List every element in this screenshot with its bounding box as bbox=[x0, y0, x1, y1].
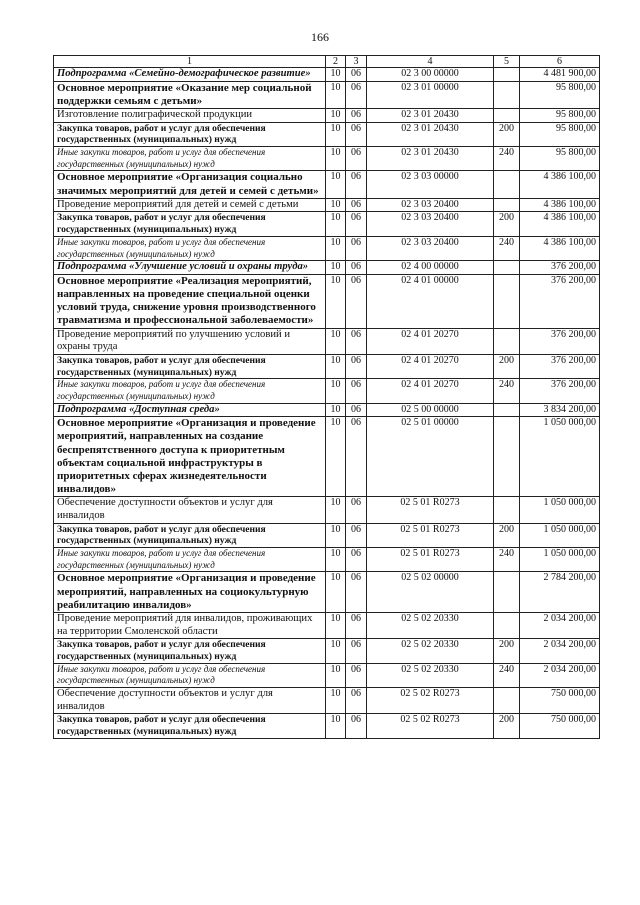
row-target-article-cell: 02 5 02 20330 bbox=[367, 613, 494, 639]
row-amount-cell: 1 050 000,00 bbox=[520, 497, 600, 523]
row-section-cell: 10 bbox=[326, 497, 346, 523]
row-section-cell: 10 bbox=[326, 379, 346, 403]
row-subsection-cell: 06 bbox=[346, 68, 367, 82]
row-amount-cell: 1 050 000,00 bbox=[520, 548, 600, 572]
table-row bbox=[54, 497, 600, 523]
row-amount-cell: 2 034 200,00 bbox=[520, 639, 600, 663]
row-amount-cell: 376 200,00 bbox=[520, 328, 600, 354]
row-subsection-cell: 06 bbox=[346, 663, 367, 687]
row-section-cell: 10 bbox=[326, 639, 346, 663]
row-subsection-cell: 06 bbox=[346, 379, 367, 403]
table-row bbox=[54, 212, 600, 236]
column-header-target-article: 4 bbox=[367, 56, 494, 68]
row-expense-type-cell bbox=[494, 403, 520, 417]
row-expense-type-cell: 200 bbox=[494, 354, 520, 378]
table-body bbox=[54, 68, 600, 739]
row-expense-type-cell: 240 bbox=[494, 663, 520, 687]
row-name-cell: Проведение мероприятий для детей и семей с детьми bbox=[54, 198, 326, 212]
row-expense-type-cell bbox=[494, 417, 520, 497]
row-target-article-cell: 02 3 01 20430 bbox=[367, 122, 494, 146]
row-name-cell: Закупка товаров, работ и услуг для обеспечения государственных (муниципальных) нужд bbox=[54, 212, 326, 236]
row-subsection-cell: 06 bbox=[346, 122, 367, 146]
row-target-article-cell: 02 3 03 20400 bbox=[367, 198, 494, 212]
row-subsection-cell: 06 bbox=[346, 497, 367, 523]
row-expense-type-cell: 200 bbox=[494, 212, 520, 236]
row-amount-cell: 376 200,00 bbox=[520, 274, 600, 328]
table-header-row bbox=[54, 56, 600, 68]
row-name-cell: Закупка товаров, работ и услуг для обеспечения государственных (муниципальных) нужд bbox=[54, 714, 326, 738]
row-subsection-cell: 06 bbox=[346, 688, 367, 714]
row-section-cell: 10 bbox=[326, 171, 346, 198]
row-subsection-cell: 06 bbox=[346, 236, 367, 260]
row-expense-type-cell bbox=[494, 274, 520, 328]
row-amount-cell: 2 784 200,00 bbox=[520, 572, 600, 613]
row-name-cell: Основное мероприятие «Оказание мер социальной поддержки семьям с детьми» bbox=[54, 81, 326, 108]
row-amount-cell: 4 386 100,00 bbox=[520, 212, 600, 236]
row-amount-cell: 2 034 200,00 bbox=[520, 663, 600, 687]
column-header-name: 1 bbox=[54, 56, 326, 68]
row-name-cell: Подпрограмма «Улучшение условий и охраны труда» bbox=[54, 261, 326, 275]
table-row bbox=[54, 354, 600, 378]
row-target-article-cell: 02 3 01 20430 bbox=[367, 109, 494, 123]
table-row bbox=[54, 68, 600, 82]
row-expense-type-cell: 200 bbox=[494, 523, 520, 547]
row-amount-cell: 95 800,00 bbox=[520, 122, 600, 146]
row-section-cell: 10 bbox=[326, 688, 346, 714]
table-row bbox=[54, 122, 600, 146]
row-subsection-cell: 06 bbox=[346, 523, 367, 547]
row-section-cell: 10 bbox=[326, 68, 346, 82]
row-amount-cell: 2 034 200,00 bbox=[520, 613, 600, 639]
row-name-cell: Основное мероприятие «Реализация мероприятий, направленных на проведение специальной оценки условий труда, снижение уровня производственного травматизма и профессиональной заболеваемости» bbox=[54, 274, 326, 328]
table-row bbox=[54, 639, 600, 663]
row-target-article-cell: 02 3 00 00000 bbox=[367, 68, 494, 82]
row-amount-cell: 4 386 100,00 bbox=[520, 198, 600, 212]
table-row bbox=[54, 81, 600, 108]
row-expense-type-cell: 200 bbox=[494, 122, 520, 146]
row-section-cell: 10 bbox=[326, 572, 346, 613]
table-row bbox=[54, 236, 600, 260]
row-section-cell: 10 bbox=[326, 109, 346, 123]
row-amount-cell: 750 000,00 bbox=[520, 714, 600, 738]
row-target-article-cell: 02 4 01 00000 bbox=[367, 274, 494, 328]
column-header-section: 2 bbox=[326, 56, 346, 68]
row-subsection-cell: 06 bbox=[346, 328, 367, 354]
row-amount-cell: 95 800,00 bbox=[520, 81, 600, 108]
row-expense-type-cell bbox=[494, 613, 520, 639]
row-expense-type-cell bbox=[494, 497, 520, 523]
row-amount-cell: 95 800,00 bbox=[520, 147, 600, 171]
row-subsection-cell: 06 bbox=[346, 81, 367, 108]
row-expense-type-cell bbox=[494, 81, 520, 108]
row-expense-type-cell bbox=[494, 328, 520, 354]
row-target-article-cell: 02 3 03 00000 bbox=[367, 171, 494, 198]
row-name-cell: Иные закупки товаров, работ и услуг для обеспечения государственных (муниципальных) нужд bbox=[54, 236, 326, 260]
row-subsection-cell: 06 bbox=[346, 261, 367, 275]
row-expense-type-cell bbox=[494, 198, 520, 212]
row-subsection-cell: 06 bbox=[346, 354, 367, 378]
row-expense-type-cell bbox=[494, 572, 520, 613]
row-target-article-cell: 02 5 02 00000 bbox=[367, 572, 494, 613]
row-section-cell: 10 bbox=[326, 403, 346, 417]
table-row bbox=[54, 663, 600, 687]
row-section-cell: 10 bbox=[326, 714, 346, 738]
row-expense-type-cell bbox=[494, 688, 520, 714]
row-target-article-cell: 02 4 01 20270 bbox=[367, 328, 494, 354]
row-section-cell: 10 bbox=[326, 613, 346, 639]
row-target-article-cell: 02 3 03 20400 bbox=[367, 212, 494, 236]
row-section-cell: 10 bbox=[326, 212, 346, 236]
row-section-cell: 10 bbox=[326, 236, 346, 260]
row-section-cell: 10 bbox=[326, 198, 346, 212]
row-subsection-cell: 06 bbox=[346, 403, 367, 417]
row-section-cell: 10 bbox=[326, 548, 346, 572]
table-row bbox=[54, 403, 600, 417]
row-target-article-cell: 02 3 01 20430 bbox=[367, 147, 494, 171]
table-row bbox=[54, 688, 600, 714]
row-section-cell: 10 bbox=[326, 328, 346, 354]
table-row bbox=[54, 714, 600, 738]
row-expense-type-cell: 240 bbox=[494, 147, 520, 171]
row-name-cell: Закупка товаров, работ и услуг для обеспечения государственных (муниципальных) нужд bbox=[54, 523, 326, 547]
row-subsection-cell: 06 bbox=[346, 212, 367, 236]
row-target-article-cell: 02 4 00 00000 bbox=[367, 261, 494, 275]
row-target-article-cell: 02 5 01 R0273 bbox=[367, 497, 494, 523]
row-subsection-cell: 06 bbox=[346, 613, 367, 639]
row-target-article-cell: 02 5 00 00000 bbox=[367, 403, 494, 417]
row-name-cell: Изготовление полиграфической продукции bbox=[54, 109, 326, 123]
row-amount-cell: 3 834 200,00 bbox=[520, 403, 600, 417]
table-row bbox=[54, 274, 600, 328]
row-name-cell: Проведение мероприятий по улучшению условий и охраны труда bbox=[54, 328, 326, 354]
row-name-cell: Проведение мероприятий для инвалидов, проживающих на территории Смоленской области bbox=[54, 613, 326, 639]
row-expense-type-cell bbox=[494, 109, 520, 123]
row-expense-type-cell bbox=[494, 261, 520, 275]
row-target-article-cell: 02 5 01 R0273 bbox=[367, 548, 494, 572]
table-row bbox=[54, 417, 600, 497]
budget-table bbox=[53, 55, 600, 739]
table-row bbox=[54, 328, 600, 354]
row-amount-cell: 376 200,00 bbox=[520, 354, 600, 378]
row-expense-type-cell: 200 bbox=[494, 714, 520, 738]
table-row bbox=[54, 171, 600, 198]
row-section-cell: 10 bbox=[326, 122, 346, 146]
row-name-cell: Основное мероприятие «Организация социально значимых мероприятий для детей и семей с детьми» bbox=[54, 171, 326, 198]
row-amount-cell: 95 800,00 bbox=[520, 109, 600, 123]
row-name-cell: Подпрограмма «Доступная среда» bbox=[54, 403, 326, 417]
row-target-article-cell: 02 5 02 R0273 bbox=[367, 714, 494, 738]
row-name-cell: Закупка товаров, работ и услуг для обеспечения государственных (муниципальных) нужд bbox=[54, 354, 326, 378]
row-name-cell: Подпрограмма «Семейно-демографическое развитие» bbox=[54, 68, 326, 82]
row-section-cell: 10 bbox=[326, 663, 346, 687]
row-section-cell: 10 bbox=[326, 81, 346, 108]
row-name-cell: Закупка товаров, работ и услуг для обеспечения государственных (муниципальных) нужд bbox=[54, 639, 326, 663]
row-section-cell: 10 bbox=[326, 354, 346, 378]
row-expense-type-cell: 200 bbox=[494, 639, 520, 663]
row-amount-cell: 4 481 900,00 bbox=[520, 68, 600, 82]
row-subsection-cell: 06 bbox=[346, 109, 367, 123]
table-row bbox=[54, 548, 600, 572]
row-amount-cell: 4 386 100,00 bbox=[520, 236, 600, 260]
table-row bbox=[54, 147, 600, 171]
row-section-cell: 10 bbox=[326, 417, 346, 497]
row-name-cell: Закупка товаров, работ и услуг для обеспечения государственных (муниципальных) нужд bbox=[54, 122, 326, 146]
row-section-cell: 10 bbox=[326, 261, 346, 275]
row-amount-cell: 1 050 000,00 bbox=[520, 523, 600, 547]
row-section-cell: 10 bbox=[326, 523, 346, 547]
row-expense-type-cell bbox=[494, 171, 520, 198]
row-amount-cell: 750 000,00 bbox=[520, 688, 600, 714]
row-amount-cell: 376 200,00 bbox=[520, 261, 600, 275]
row-target-article-cell: 02 5 01 00000 bbox=[367, 417, 494, 497]
row-name-cell: Иные закупки товаров, работ и услуг для обеспечения государственных (муниципальных) нужд bbox=[54, 379, 326, 403]
table-row bbox=[54, 523, 600, 547]
page-number: 166 bbox=[311, 30, 329, 44]
row-amount-cell: 4 386 100,00 bbox=[520, 171, 600, 198]
table-row bbox=[54, 613, 600, 639]
row-target-article-cell: 02 5 01 R0273 bbox=[367, 523, 494, 547]
row-name-cell: Обеспечение доступности объектов и услуг для инвалидов bbox=[54, 497, 326, 523]
row-subsection-cell: 06 bbox=[346, 548, 367, 572]
row-expense-type-cell: 240 bbox=[494, 236, 520, 260]
row-name-cell: Иные закупки товаров, работ и услуг для обеспечения государственных (муниципальных) нужд bbox=[54, 663, 326, 687]
row-subsection-cell: 06 bbox=[346, 171, 367, 198]
row-section-cell: 10 bbox=[326, 274, 346, 328]
row-target-article-cell: 02 5 02 20330 bbox=[367, 663, 494, 687]
row-name-cell: Основное мероприятие «Организация и проведение мероприятий, направленных на создание беспрепятственного доступа к приоритетным объектам социальной инфраструктуры в приоритетных сферах жизнедеятельности инвалидов» bbox=[54, 417, 326, 497]
row-subsection-cell: 06 bbox=[346, 714, 367, 738]
row-target-article-cell: 02 3 01 00000 bbox=[367, 81, 494, 108]
column-header-subsection: 3 bbox=[346, 56, 367, 68]
row-target-article-cell: 02 3 03 20400 bbox=[367, 236, 494, 260]
row-target-article-cell: 02 5 02 R0273 bbox=[367, 688, 494, 714]
row-subsection-cell: 06 bbox=[346, 417, 367, 497]
row-expense-type-cell: 240 bbox=[494, 379, 520, 403]
table-row bbox=[54, 379, 600, 403]
row-amount-cell: 376 200,00 bbox=[520, 379, 600, 403]
row-target-article-cell: 02 4 01 20270 bbox=[367, 354, 494, 378]
column-header-expense-type: 5 bbox=[494, 56, 520, 68]
table-row bbox=[54, 109, 600, 123]
row-name-cell: Иные закупки товаров, работ и услуг для обеспечения государственных (муниципальных) нужд bbox=[54, 548, 326, 572]
column-header-amount: 6 bbox=[520, 56, 600, 68]
row-target-article-cell: 02 5 02 20330 bbox=[367, 639, 494, 663]
row-target-article-cell: 02 4 01 20270 bbox=[367, 379, 494, 403]
row-subsection-cell: 06 bbox=[346, 147, 367, 171]
row-name-cell: Иные закупки товаров, работ и услуг для обеспечения государственных (муниципальных) нужд bbox=[54, 147, 326, 171]
row-expense-type-cell: 240 bbox=[494, 548, 520, 572]
row-subsection-cell: 06 bbox=[346, 572, 367, 613]
row-name-cell: Обеспечение доступности объектов и услуг для инвалидов bbox=[54, 688, 326, 714]
row-name-cell: Основное мероприятие «Организация и проведение мероприятий, направленных на социокультурную реабилитацию инвалидов» bbox=[54, 572, 326, 613]
table-row bbox=[54, 572, 600, 613]
row-expense-type-cell bbox=[494, 68, 520, 82]
table-row bbox=[54, 198, 600, 212]
table-row bbox=[54, 261, 600, 275]
row-subsection-cell: 06 bbox=[346, 198, 367, 212]
row-subsection-cell: 06 bbox=[346, 639, 367, 663]
row-section-cell: 10 bbox=[326, 147, 346, 171]
row-subsection-cell: 06 bbox=[346, 274, 367, 328]
row-amount-cell: 1 050 000,00 bbox=[520, 417, 600, 497]
